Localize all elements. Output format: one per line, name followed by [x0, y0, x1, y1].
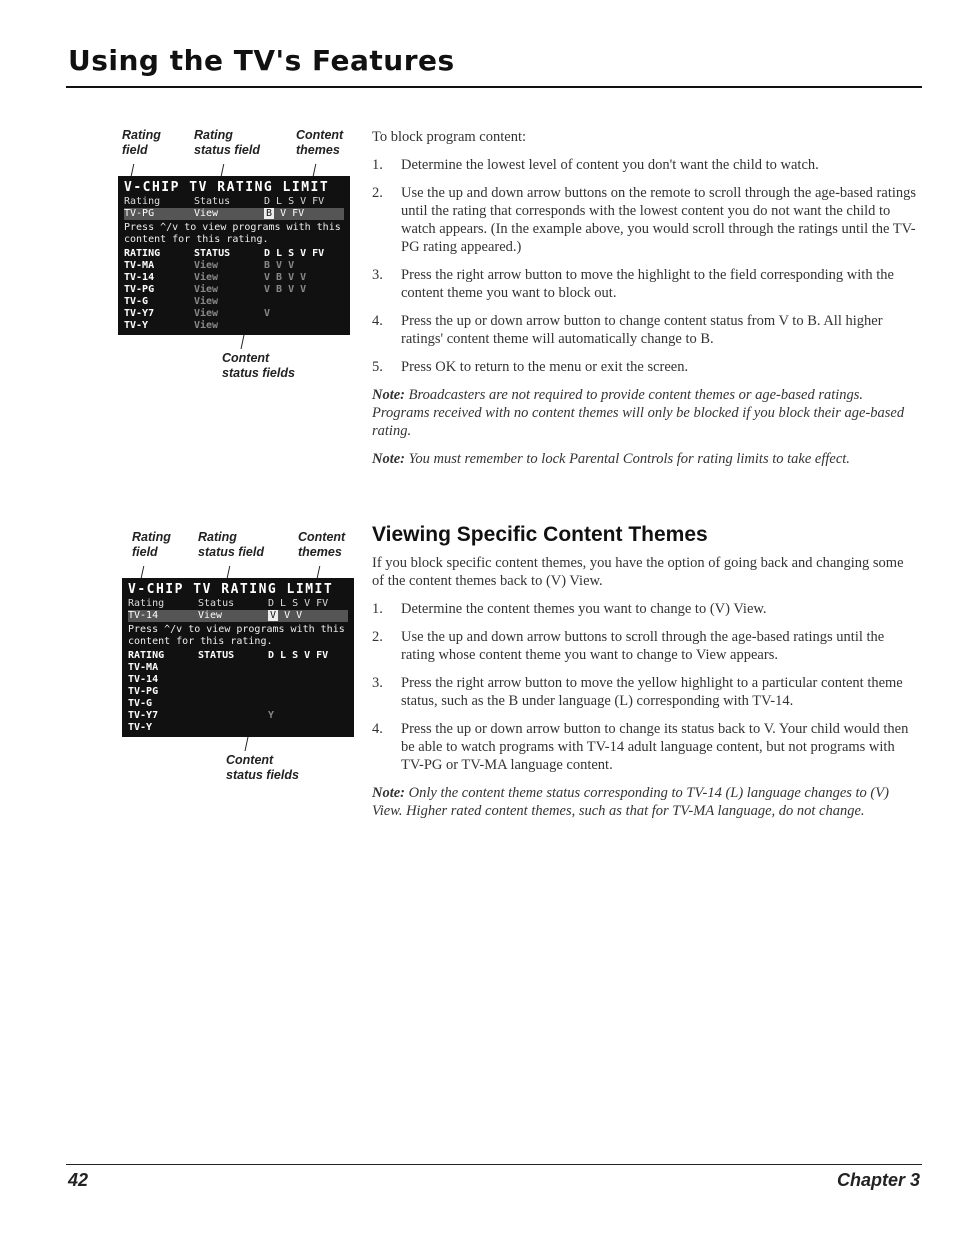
- highlighted-row: [124, 208, 344, 220]
- table-row: [128, 722, 348, 734]
- table-row: [128, 662, 348, 674]
- leader-line: [245, 737, 249, 751]
- screen-title: V-CHIP TV RATING LIMIT: [128, 582, 334, 597]
- figure-labels: [122, 530, 362, 566]
- step-text: Press the up or down arrow button to change its status back to V. Your child would then be able to watch programs with TV-14 adult language content, but not programs with TV-PG or TV-MA language content.: [401, 721, 909, 773]
- chapter-label: Chapter 3: [836, 1170, 920, 1190]
- status-header: STATUS: [194, 248, 231, 259]
- table-row: [124, 296, 344, 308]
- themes-header: D L S V FV: [268, 650, 329, 661]
- themes-cell: [268, 610, 348, 622]
- figure-bottom-callout: [122, 737, 362, 787]
- rating-cell: TV-14: [124, 272, 155, 283]
- header-rule: [66, 86, 922, 88]
- note-label: Note:: [372, 387, 406, 403]
- figure-bottom-callout: [118, 335, 358, 385]
- screen-top-row: [128, 598, 348, 610]
- rating-header: RATING: [128, 650, 165, 661]
- themes-cell: [264, 320, 344, 332]
- screen-title: V-CHIP TV RATING LIMIT: [124, 180, 330, 195]
- rating-cell: TV-14: [128, 610, 159, 621]
- themes-cell: [268, 722, 348, 734]
- list-item: [372, 184, 917, 256]
- leader-line: [131, 164, 135, 176]
- table-row: [124, 320, 344, 332]
- rating-cell: TV-Y7: [124, 308, 155, 319]
- status-cell: [198, 710, 268, 722]
- screen-message: Press ^/v to view programs with this content for this rating.: [124, 222, 341, 245]
- step-text: Use the up and down arrow buttons on the remote to scroll through the age-based ratings until the rating that corresponds with the lowest content you do not want the child to watch appears. (In the example above, you would scroll through the ratings until the TV-PG rating appeared.): [401, 185, 917, 255]
- list-item: [372, 600, 917, 618]
- list-item: [372, 720, 917, 774]
- status-cell: View: [194, 320, 219, 331]
- rating-cell: TV-MA: [128, 662, 159, 673]
- block-intro: To block program content:: [372, 129, 527, 145]
- themes-values: V FV: [280, 208, 305, 219]
- note-text: Broadcasters are not required to provide content themes or age-based ratings. Programs received with no content themes will only be blocked if you block their age-based rating.: [372, 387, 905, 439]
- rating-cell: TV-PG: [124, 208, 155, 219]
- list-item: [372, 628, 917, 664]
- callout-leaders: [122, 566, 362, 578]
- themes-cell: [268, 662, 348, 674]
- status-cell: Status: [194, 196, 231, 207]
- figure-labels: [118, 128, 358, 164]
- section-heading: Viewing Specific Content Themes: [372, 523, 708, 546]
- rating-cell: TV-PG: [128, 686, 159, 697]
- status-cell: [198, 686, 268, 698]
- leader-line: [317, 566, 321, 578]
- note: [372, 784, 917, 820]
- step-number: 1.: [372, 157, 383, 173]
- rating-cell: TV-G: [128, 698, 153, 709]
- vchip-screen: [122, 578, 354, 737]
- rating-status-field-label: Rating status field: [194, 128, 260, 157]
- step-number: 3.: [372, 267, 383, 283]
- screen-top-row: [124, 196, 344, 208]
- step-number: 2.: [372, 185, 383, 201]
- viewing-content-section: [372, 523, 917, 830]
- status-cell: View: [194, 272, 219, 283]
- table-row: [128, 698, 348, 710]
- list-item: [372, 156, 917, 174]
- list-item: [372, 312, 917, 348]
- note-label: Note:: [372, 785, 406, 801]
- status-cell: View: [194, 284, 219, 295]
- leader-line: [221, 164, 225, 176]
- table-row: [124, 260, 344, 272]
- themes-cell: V B V V: [264, 284, 307, 295]
- status-cell: [198, 698, 268, 710]
- step-number: 4.: [372, 313, 383, 329]
- themes-cell: V: [264, 308, 271, 319]
- status-cell: [198, 674, 268, 686]
- step-text: Determine the content themes you want to change to (V) View.: [401, 601, 767, 617]
- step-number: 1.: [372, 601, 383, 617]
- note-text: You must remember to lock Parental Controls for rating limits to take effect.: [405, 451, 850, 467]
- screen-message: Press ^/v to view programs with this content for this rating.: [128, 624, 345, 647]
- rating-cell: TV-Y7: [128, 710, 159, 721]
- list-item: [372, 674, 917, 710]
- note-text: Only the content theme status corresponding to TV-14 (L) language changes to (V) View. Higher rated content themes, such as that for TV-MA language, do not change.: [372, 785, 889, 819]
- note: [372, 386, 917, 440]
- table-row: [128, 686, 348, 698]
- table-header: [124, 248, 344, 260]
- themes-cell: D L S V FV: [264, 196, 325, 207]
- step-text: Press the right arrow button to move the highlight to the field corresponding with the content theme you want to block out.: [401, 267, 894, 301]
- table-row: [124, 308, 344, 320]
- table-row: [124, 284, 344, 296]
- leader-line: [313, 164, 317, 176]
- step-text: Use the up and down arrow buttons to scroll through the age-based ratings until the rating whose content theme you want to change to View appears.: [401, 629, 885, 663]
- table-header: [128, 650, 348, 662]
- step-text: Press OK to return to the menu or exit the screen.: [401, 359, 689, 375]
- vchip-figure-1: [118, 128, 358, 385]
- step-text: Press the up or down arrow button to change content status from V to B. All higher ratings' content theme will automatically change to B.: [401, 313, 883, 347]
- themes-values: V V: [284, 610, 303, 621]
- highlight-badge: V: [270, 610, 277, 621]
- note-label: Note:: [372, 451, 406, 467]
- rating-cell: TV-Y: [124, 320, 149, 331]
- rating-cell: TV-MA: [124, 260, 155, 271]
- block-content-section: [372, 128, 917, 478]
- vchip-figure-2: [122, 530, 362, 787]
- rating-cell: TV-PG: [124, 284, 155, 295]
- content-status-fields-label: Content status fields: [226, 753, 299, 782]
- content-themes-label: Content themes: [296, 128, 344, 157]
- status-cell: [198, 722, 268, 734]
- status-header: STATUS: [198, 650, 235, 661]
- rating-cell: TV-G: [124, 296, 149, 307]
- step-text: Press the right arrow button to move the yellow highlight to a particular content theme status, such as the B under language (L) corresponding with TV-14.: [401, 675, 903, 709]
- themes-cell: [268, 674, 348, 686]
- themes-cell: D L S V FV: [268, 598, 329, 609]
- rating-status-field-label: Rating status field: [198, 530, 264, 559]
- step-number: 4.: [372, 721, 383, 737]
- viewing-intro: If you block specific content themes, you have the option of going back and changing some of the content themes back to (V) View.: [372, 555, 904, 589]
- table-row: [128, 674, 348, 686]
- status-cell: [198, 662, 268, 674]
- themes-cell: [264, 296, 344, 308]
- themes-cell: [268, 686, 348, 698]
- step-text: Determine the lowest level of content you don't want the child to watch.: [401, 157, 819, 173]
- content-themes-label: Content themes: [298, 530, 346, 559]
- leader-line: [227, 566, 231, 578]
- rating-cell: TV-Y: [128, 722, 153, 733]
- step-number: 2.: [372, 629, 383, 645]
- leader-line: [141, 566, 145, 578]
- footer-rule: [66, 1164, 922, 1165]
- page-number: 42: [68, 1170, 89, 1190]
- themes-cell: Y: [268, 710, 275, 721]
- highlighted-row: [128, 610, 348, 622]
- status-cell: Status: [198, 598, 235, 609]
- status-cell: View: [194, 208, 219, 219]
- status-cell: View: [194, 308, 219, 319]
- table-row: [124, 272, 344, 284]
- status-cell: View: [194, 296, 219, 307]
- callout-leaders: [118, 164, 358, 176]
- list-item: [372, 266, 917, 302]
- rating-cell: TV-14: [128, 674, 159, 685]
- step-number: 5.: [372, 359, 383, 375]
- leader-line: [241, 335, 245, 349]
- rating-header: RATING: [124, 248, 161, 259]
- status-cell: View: [198, 610, 223, 621]
- themes-header: D L S V FV: [264, 248, 325, 259]
- rating-field-label: Rating field: [132, 530, 171, 559]
- status-cell: View: [194, 260, 219, 271]
- themes-cell: V B V V: [264, 272, 307, 283]
- highlight-badge: B: [266, 208, 273, 219]
- vchip-screen: [118, 176, 350, 335]
- themes-cell: [268, 698, 348, 710]
- rating-cell: Rating: [128, 598, 165, 609]
- list-item: [372, 358, 917, 376]
- rating-cell: Rating: [124, 196, 161, 207]
- rating-field-label: Rating field: [122, 128, 161, 157]
- themes-cell: [264, 208, 344, 220]
- page-header-title: Using the TV's Features: [68, 44, 455, 77]
- content-status-fields-label: Content status fields: [222, 351, 295, 380]
- table-row: [128, 710, 348, 722]
- step-number: 3.: [372, 675, 383, 691]
- note: [372, 450, 917, 468]
- themes-cell: B V V: [264, 260, 295, 271]
